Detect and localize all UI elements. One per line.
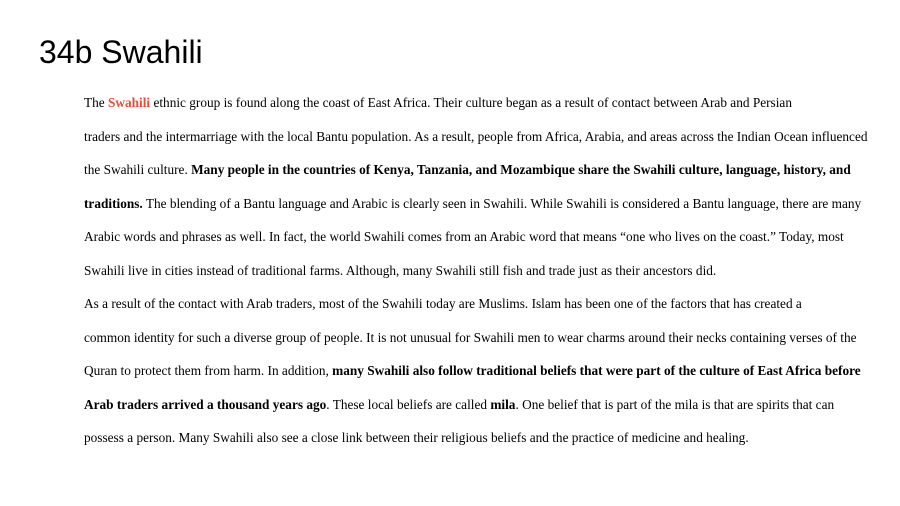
text-line — [39, 321, 861, 355]
highlighted-term: Swahili — [108, 95, 151, 110]
text-line — [39, 220, 861, 254]
text-line — [39, 254, 861, 288]
text-segment: traders and the intermarriage with the local Bantu population. As a result, people from Africa, Arabia, and areas across the Indian Ocean influenced — [84, 128, 868, 144]
text-segment: . These local beliefs are called — [326, 396, 491, 412]
text-line — [39, 287, 861, 321]
text-line — [39, 120, 868, 154]
text-line — [39, 86, 861, 120]
paragraph — [39, 287, 861, 455]
paragraph — [39, 86, 868, 287]
text-segment: Arabic words and phrases as well. In fact, the world Swahili comes from an Arabic word that means “one who lives on the coast.” Today, most — [84, 229, 844, 244]
text-segment: the Swahili culture. — [84, 162, 192, 177]
text-segment: ethnic group is found along the coast of East Africa. Their culture began as a result of contact between Arab and Persian — [150, 95, 792, 110]
text-segment: common identity for such a diverse group of people. It is not unusual for Swahili men to wear charms around their necks containing verses of the — [84, 329, 857, 345]
bold-text: mila — [490, 396, 516, 412]
body-text — [39, 86, 868, 455]
text-segment: The — [84, 95, 108, 110]
text-segment: Quran to protect them from harm. In addition, — [84, 363, 333, 378]
bold-text: Many people in the countries of Kenya, Tanzania, and Mozambique share the Swahili culture, language, history, and — [191, 162, 851, 177]
text-line — [39, 187, 861, 221]
text-line — [39, 153, 861, 187]
text-segment: The blending of a Bantu language and Arabic is clearly seen in Swahili. While Swahili is considered a Bantu language, there are many — [142, 195, 862, 211]
text-segment: possess a person. Many Swahili also see a close link between their religious beliefs and the practice of medicine and healing. — [84, 430, 749, 445]
bold-text: many Swahili also follow traditional beliefs that were part of the culture of East Africa before — [332, 363, 861, 378]
text-segment: Swahili live in cities instead of traditional farms. Although, many Swahili still fish and trade just as their ancestors did. — [84, 262, 717, 278]
text-segment: . One belief that is part of the mila is that are spirits that can — [515, 396, 835, 412]
text-line — [39, 388, 861, 422]
text-line — [39, 421, 861, 455]
page-title: 34b Swahili — [39, 34, 203, 70]
bold-text: traditions. — [84, 195, 143, 211]
bold-text: Arab traders arrived a thousand years ago — [84, 396, 327, 412]
text-line — [39, 354, 861, 388]
text-segment: As a result of the contact with Arab traders, most of the Swahili today are Muslims. Islam has been one of the factors that has created a — [84, 296, 802, 311]
